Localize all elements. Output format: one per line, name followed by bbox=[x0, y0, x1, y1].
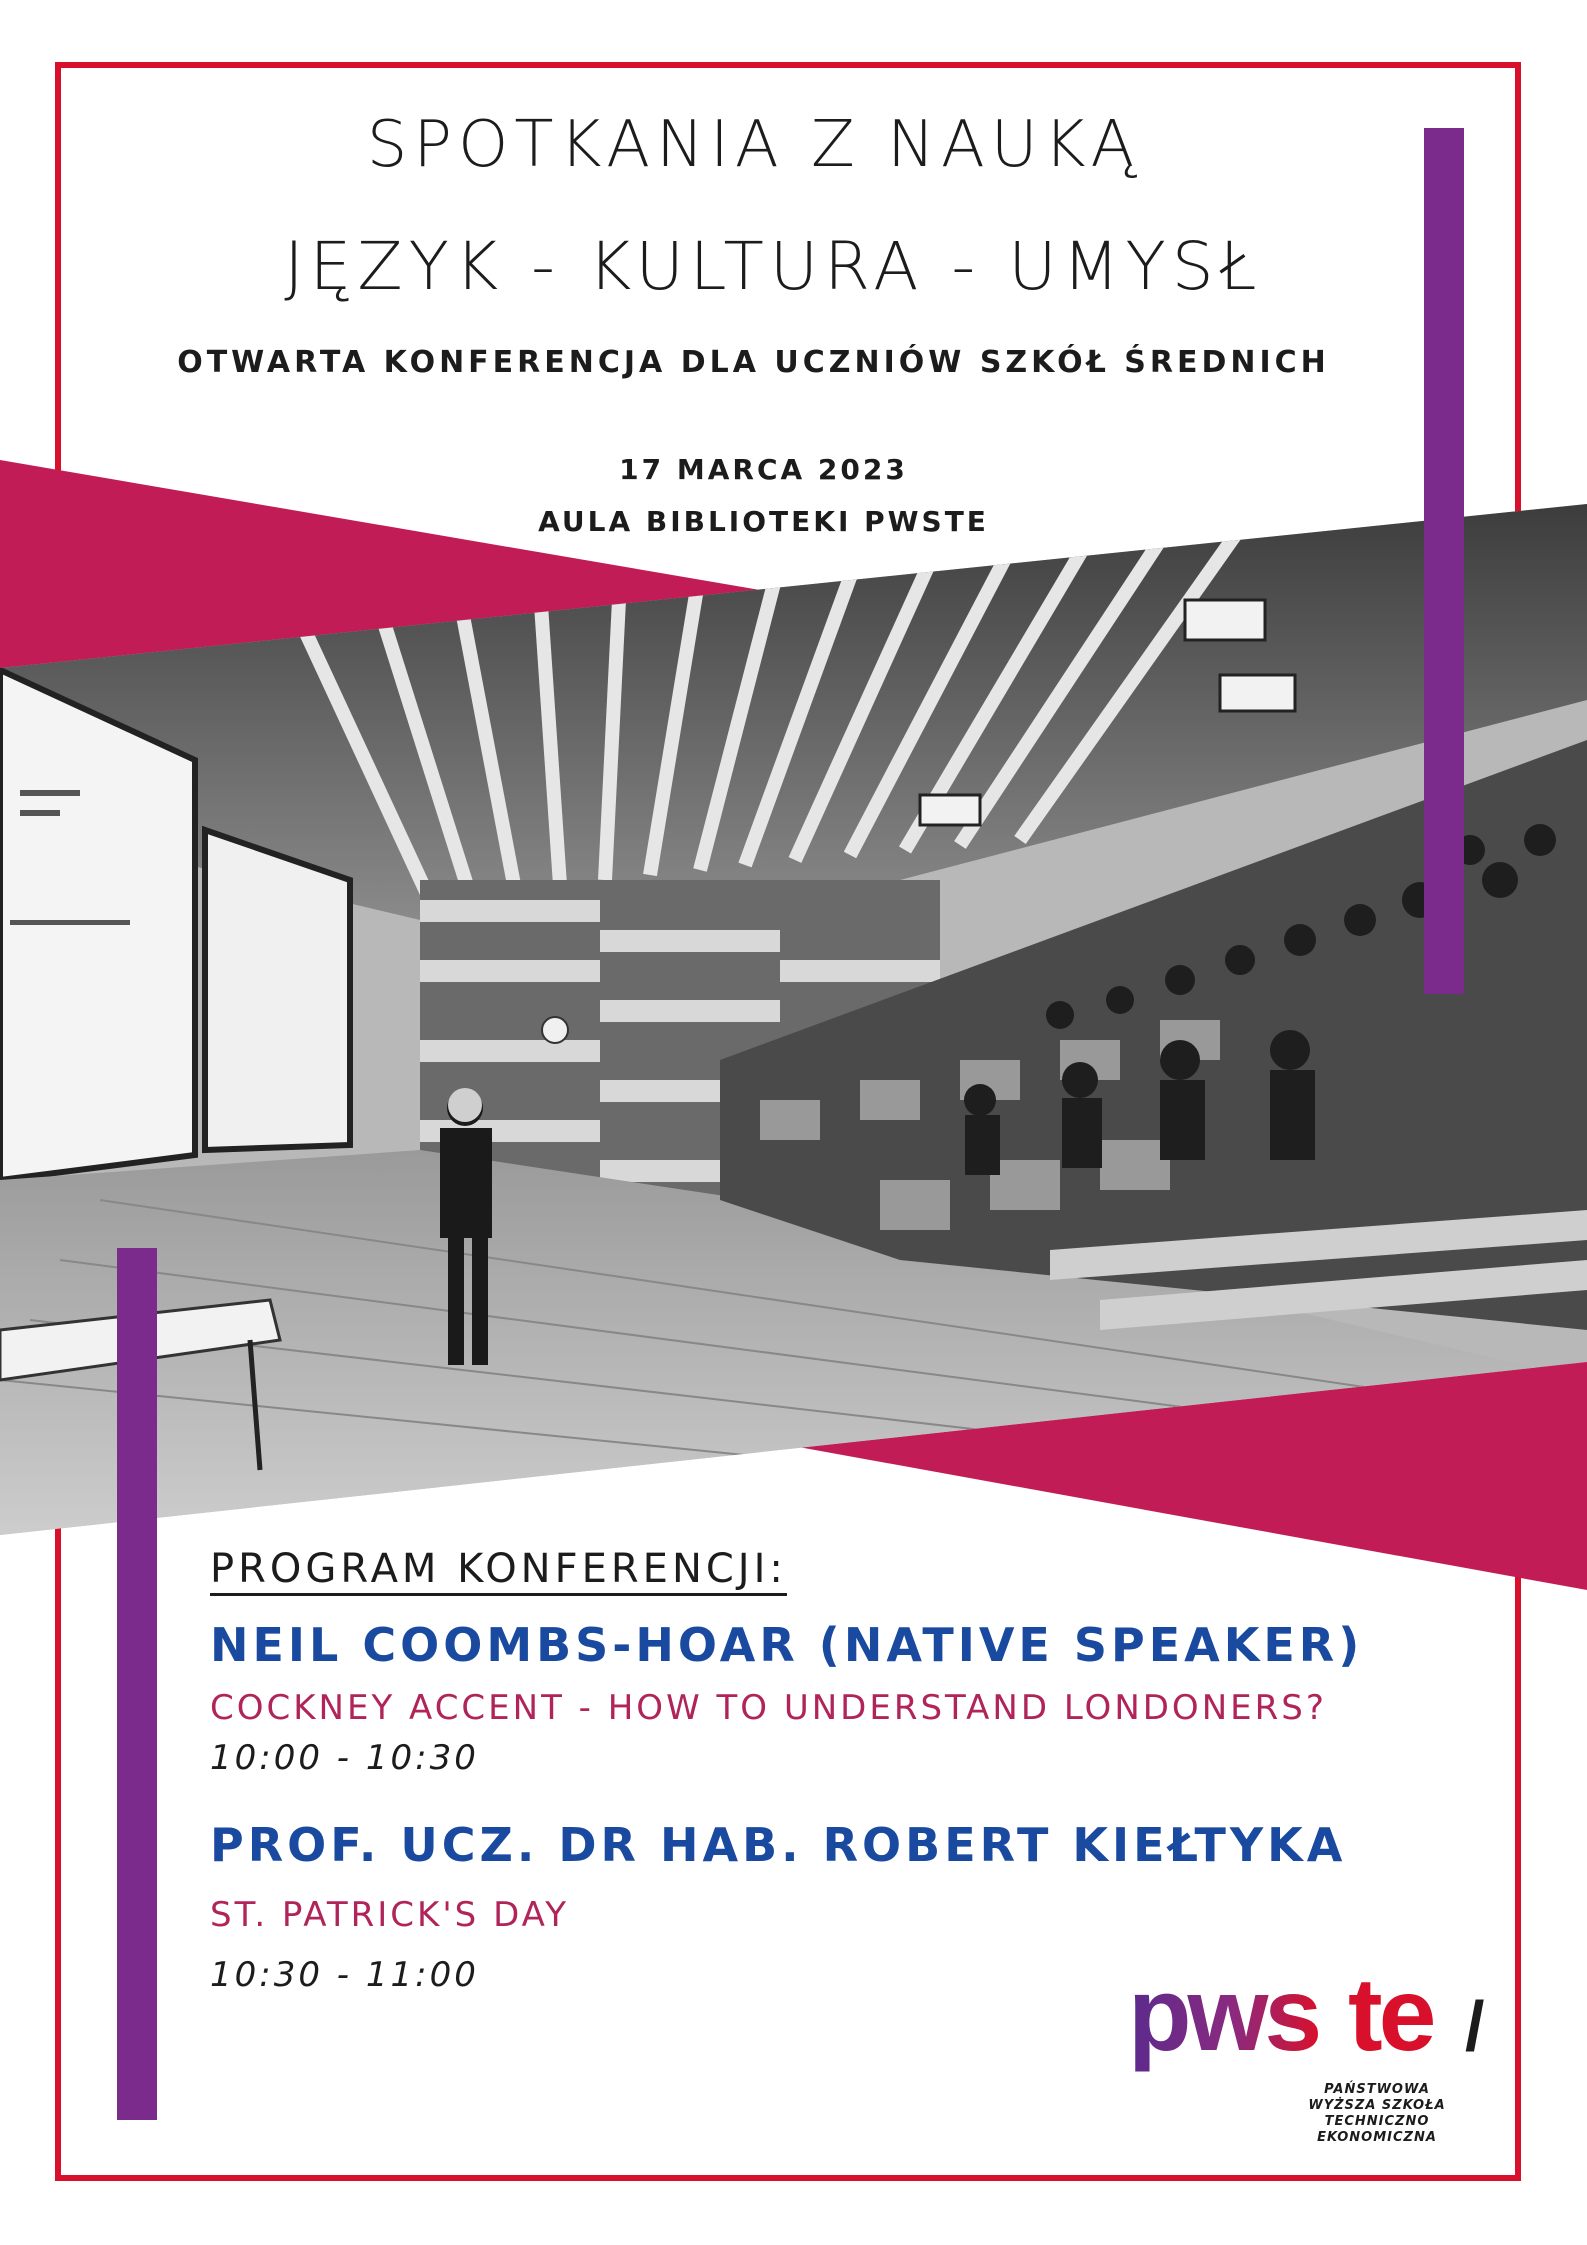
logo-te-text: te bbox=[1348, 1957, 1433, 2073]
speaker-1-time: 10:00 - 10:30 bbox=[210, 1738, 479, 1778]
poster-tagline: OTWARTA KONFERENCJA DLA UCZNIÓW SZKÓŁ ŚREDNICH bbox=[177, 345, 1330, 380]
logo-slash: / bbox=[1465, 1987, 1485, 2065]
poster-subtitle-main: JĘZYK - KULTURA - UMYSŁ bbox=[284, 228, 1263, 305]
speaker-2-talk: ST. PATRICK'S DAY bbox=[210, 1895, 570, 1935]
speaker-2-name: PROF. UCZ. DR HAB. ROBERT KIEŁTYKA bbox=[210, 1818, 1347, 1872]
logo-sub-line: TECHNICZNO bbox=[1324, 2114, 1430, 2129]
program-heading: PROGRAM KONFERENCJI: bbox=[210, 1545, 787, 1596]
speaker-1-talk: COCKNEY ACCENT - HOW TO UNDERSTAND LONDONERS? bbox=[210, 1688, 1327, 1728]
purple-accent-bar-left bbox=[117, 1248, 157, 2120]
logo-sub-line: WYŻSZA SZKOŁA bbox=[1308, 2098, 1446, 2113]
event-date: 17 MARCA 2023 bbox=[619, 453, 908, 486]
logo-sub-line: EKONOMICZNA bbox=[1317, 2130, 1437, 2145]
logo-pws-text: pws bbox=[1128, 1957, 1319, 2073]
logo-subtitle bbox=[1282, 2082, 1472, 2146]
speaker-1-name: NEIL COOMBS-HOAR (NATIVE SPEAKER) bbox=[210, 1618, 1364, 1672]
speaker-2-time: 10:30 - 11:00 bbox=[210, 1955, 479, 1995]
pwste-logo bbox=[1120, 1950, 1500, 2100]
poster-title: SPOTKANIA Z NAUKĄ bbox=[366, 108, 1141, 182]
logo-sub-line: PAŃSTWOWA bbox=[1324, 2082, 1430, 2097]
event-venue: AULA BIBLIOTEKI PWSTE bbox=[538, 505, 989, 538]
